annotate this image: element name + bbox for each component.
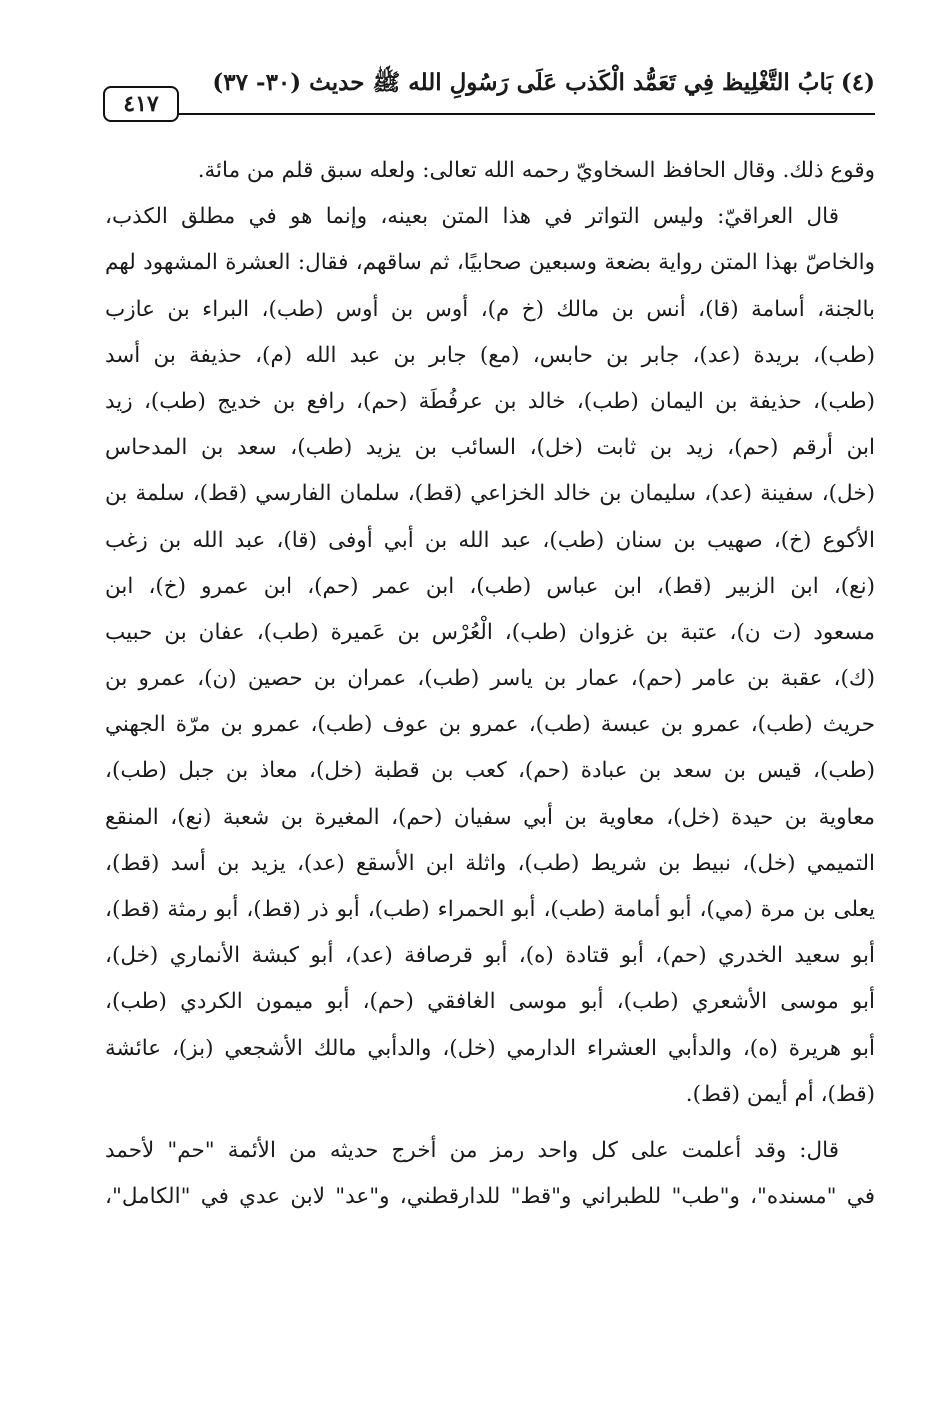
text-line: ابن أرقم (حم)، زيد بن ثابت (خل)، السائب بن يزيد (طب)، سعد بن المدحاس xyxy=(105,435,875,461)
chapter-title: (٤) بَابُ التَّغْلِيظ فِي تَعَمُّد الْكَذب عَلَى رَسُولِ الله ﷺ حديث (٣٠- ٣٧) xyxy=(212,69,875,96)
text-line: التميمي (خل)، نبيط بن شريط (طب)، واثلة ابن الأسقع (عد)، يزيد بن أسد (قط)، xyxy=(105,850,875,876)
text-line: معاوية بن حيدة (خل)، معاوية بن أبي سفيان (حم)، المغيرة بن شعبة (نع)، المنقع xyxy=(105,804,875,830)
text-line: في "مسنده"، و"طب" للطبراني و"قط" للدارقطني، و"عد" لابن عدي في "الكامل"، xyxy=(105,1184,875,1210)
text-line: (خل)، سفينة (عد)، سليمان بن خالد الخزاعي (قط)، سلمان الفارسي (قط)، سلمة بن xyxy=(105,481,875,507)
text-line: أبو موسى الأشعري (طب)، أبو موسى الغافقي (حم)، أبو ميمون الكردي (طب)، xyxy=(105,989,875,1015)
running-header xyxy=(103,62,875,122)
page-number-box: ٤١٧ xyxy=(103,86,179,122)
header-rule xyxy=(177,113,875,115)
text-line: (طب)، حذيفة بن اليمان (طب)، خالد بن عرفُطَة (حم)، رافع بن خديج (طب)، زيد xyxy=(105,388,875,414)
text-line: (ك)، عقبة بن عامر (حم)، عمار بن ياسر (طب)، عمران بن حصين (ن)، عمرو بن xyxy=(105,666,875,692)
text-line: يعلى بن مرة (مي)، أبو أمامة (طب)، أبو الحمراء (طب)، أبو ذر (قط)، أبو رمثة (قط)، xyxy=(105,897,875,922)
text-line: أبو هريرة (ه)، والدأبي العشراء الدارمي (خل)، والدأبي مالك الأشجعي (بز)، عائشة xyxy=(105,1035,875,1061)
text-line: (قط)، أم أيمن (قط). xyxy=(685,1081,875,1107)
body-text xyxy=(105,148,875,1220)
text-line: وقوع ذلك. وقال الحافظ السخاويّ رحمه الله تعالى: ولعله سبق قلم من مائة. xyxy=(197,158,875,183)
text-line: والخاصّ بهذا المتن رواية بضعة وسبعين صحابيًا، ثم ساقهم، فقال: العشرة المشهود لهم xyxy=(105,250,875,276)
text-line: الأكوع (خ)، صهيب بن سنان (طب)، عبد الله بن أبي أوفى (قا)، عبد الله بن زغب xyxy=(105,527,875,553)
paragraph-gap xyxy=(105,1118,875,1128)
text-line: مسعود (ت ن)، عتبة بن غزوان (طب)، الْعُرْس بن عَميرة (طب)، عفان بن حبيب xyxy=(105,619,875,645)
text-line: (نع)، ابن الزبير (قط)، ابن عباس (طب)، ابن عمر (حم)، ابن عمرو (خ)، ابن xyxy=(105,573,875,599)
text-line: (طب)، قيس بن سعد بن عبادة (حم)، كعب بن قطبة (خل)، معاذ بن جبل (طب)، xyxy=(105,758,875,784)
text-line: قال: وقد أعلمت على كل واحد رمز من أخرج حديثه من الأئمة "حم" لأحمد xyxy=(105,1137,839,1163)
text-line: بالجنة، أسامة (قا)، أنس بن مالك (خ م)، أوس بن أوس (طب)، البراء بن عازب xyxy=(105,296,875,322)
text-line: (طب)، بريدة (عد)، جابر بن حابس، (مع) جابر بن عبد الله (م)، حذيفة بن أسد xyxy=(105,342,875,368)
text-line: قال العراقيّ: وليس التواتر في هذا المتن بعينه، وإنما هو في مطلق الكذب، xyxy=(105,204,839,230)
text-line: حريث (طب)، عمرو بن عبسة (طب)، عمرو بن عوف (طب)، عمرو بن مرّة الجهني xyxy=(105,712,875,738)
text-line: أبو سعيد الخدري (حم)، أبو قتادة (ه)، أبو قرصافة (عد)، أبو كبشة الأنماري (خل)، xyxy=(105,943,875,969)
